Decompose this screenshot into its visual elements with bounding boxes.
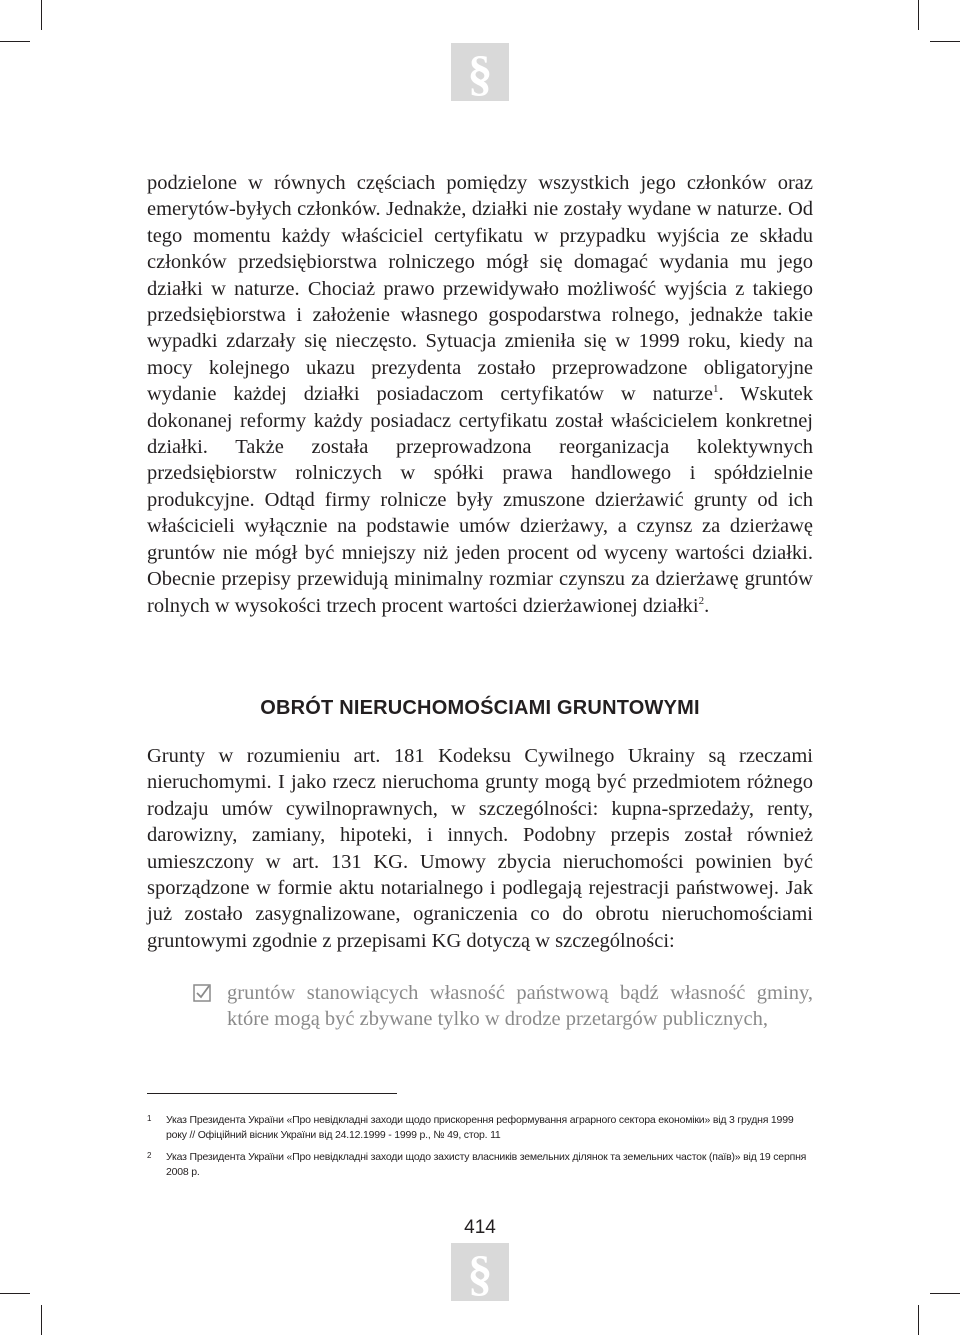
svg-text:§: § bbox=[467, 1245, 493, 1301]
section-logo-icon bbox=[451, 43, 509, 101]
paragraph-1-text-c: . bbox=[704, 594, 710, 617]
section-heading: OBRÓT NIERUCHOMOŚCIAMI GRUNTOWYMI bbox=[260, 697, 700, 719]
footnote-1 bbox=[147, 1113, 813, 1143]
crop-mark-bottom-right-vertical bbox=[918, 1305, 919, 1335]
checkbox-icon bbox=[193, 984, 211, 1002]
crop-mark-top-left-vertical bbox=[41, 0, 42, 30]
footnote-1-mark: 1 bbox=[147, 1114, 152, 1123]
crop-mark-bottom-left-horizontal bbox=[0, 1293, 30, 1294]
footnote-ref-1[interactable]: 1 bbox=[712, 383, 719, 396]
body-paragraph-2: Grunty w rozumieniu art. 181 Kodeksu Cywilnego Ukrainy są rzeczami nieruchomymi. I jako rzecz nieruchoma grunty mogą być przedmiotem różnego rodzaju umów cywilnoprawnych, w szczególności: kupna-sprzedaży, renty, darowizny, zamiany, hipoteki, i innych. Podobny przepis został również umieszczony w art. 131 KG. Umowy zbycia nieruchomości powinien być sporządzone w formie aktu notarialnego i podlegają rejestracji państwowej. Jak już zostało zasygnalizowane, ograniczenia co do obrotu nieruchomościami gruntowymi zgodnie z przepisami KG dotyczą w szczególności: bbox=[147, 745, 813, 952]
footnote-divider bbox=[147, 1093, 397, 1094]
footnote-2-text: Указ Президента України «Про невідкладні заходи щодо захисту власників земельних ділянок та земельних часток (паїв)» від 19 серпня 2008 р. bbox=[166, 1151, 807, 1178]
footnote-ref-2[interactable]: 2 bbox=[698, 594, 705, 607]
paragraph-1-text-b: . Wskutek dokonanej reformy każdy posiadacz certyfikatu został właścicielem konkretnej działki. Także została przeprowadzona reorganizacja kolektywnych przedsiębiorstw rolniczych w spółki prawa handlowego i spółdzielnie produkcyjne. Odtąd firmy rolnicze były zmuszone dzierżawić grunty od ich właścicieli wyłącznie na podstawie umów dzierżawy, a czynsz za dzierżawę gruntów nie mógł być mniejszy niż jeden procent od wyceny wartości działki. Obecnie przepisy przewidują minimalny rozmiar czynszu za dzierżawę gruntów rolnych w wysokości trzech procent wartości dzierżawionej działki bbox=[147, 383, 813, 617]
crop-mark-top-right-vertical bbox=[918, 0, 919, 30]
paragraph-1-text-a: podzielone w równych częściach pomiędzy wszystkich jego członków oraz emerytów-byłych członków. Jednakże, działki nie zostały wydane w naturze. Od tego momentu każdy właściciel certyfikatu w przypadku wyjścia ze składu członków przedsiębiorstwa rolniczego mógł się domagać wydania mu jego działki w naturze. Chociaż prawo przewidywało możliwość wyjścia z takiego przedsiębiorstwa i założenie własnego gospodarstwa rolnego, jednakże takie wypadki zdarzały się nieczęsto. Sytuacja zmieniła się w 1999 roku, kiedy na mocy kolejnego ukazu prezydenta zostało przeprowadzone obligatoryjne wydanie każdej działki posiadaczom certyfikatów w naturze bbox=[147, 172, 813, 406]
svg-text:§: § bbox=[467, 45, 493, 101]
footnote-2-mark: 2 bbox=[147, 1151, 152, 1160]
footnote-2 bbox=[147, 1150, 813, 1180]
body-paragraph-1 bbox=[147, 170, 813, 619]
crop-mark-top-right-horizontal bbox=[930, 41, 960, 42]
crop-mark-bottom-left-vertical bbox=[41, 1305, 42, 1335]
section-logo-icon bbox=[451, 1243, 509, 1301]
crop-mark-top-left-horizontal bbox=[0, 41, 30, 42]
footnote-1-text: Указ Президента України «Про невідкладні заходи щодо прискорення реформування аграрного сектора економіки» від 3 грудня 1999 року // Офіційний вісник України від 24.12.1999 - 1999 р., № 49, стор. 11 bbox=[166, 1114, 794, 1141]
page-number: 414 bbox=[464, 1217, 496, 1238]
crop-mark-bottom-right-horizontal bbox=[930, 1293, 960, 1294]
list-item-text: gruntów stanowiących własność państwową bądź własność gminy, które mogą być zbywane tylko w drodze przetargów publicznych, bbox=[227, 982, 813, 1031]
